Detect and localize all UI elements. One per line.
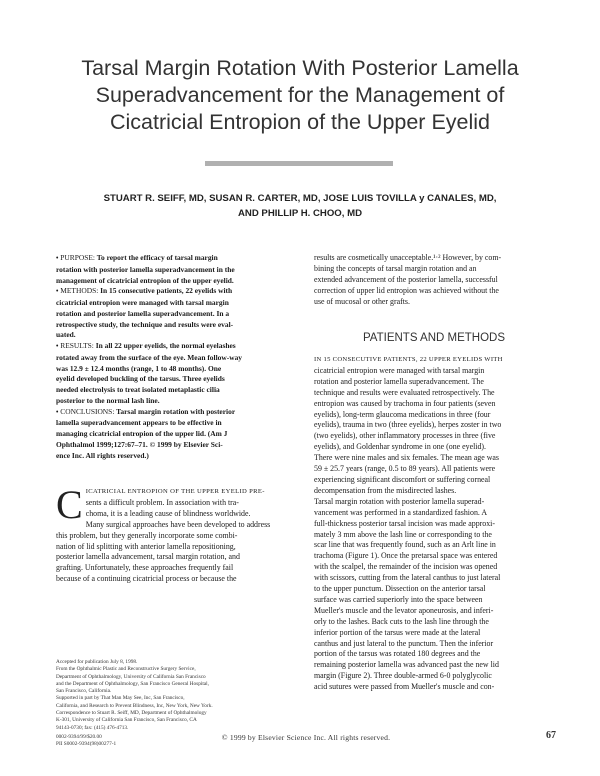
abstract-methods: • METHODS: In 15 consecutive patients, 22 eyelids with (56, 286, 233, 296)
text-line: with the scalpel, the remainder of the incision was opened (314, 562, 498, 572)
text-line: orly to the lashes. Back cuts to the lash line through the (314, 616, 489, 626)
abstract-line: was 12.9 ± 12.4 months (range, 1 to 48 months). One (56, 363, 222, 373)
footnote-line: Department of Ophthalmology, University of California San Francisco (56, 673, 206, 680)
text-line: acid sutures were passed from Mueller's muscle and con- (314, 682, 495, 692)
title-line: Superadvancement for the Management of (95, 83, 505, 107)
page-number: 67 (546, 730, 556, 741)
intro-line: choma, it is a leading cause of blindness worldwide. (85, 508, 251, 518)
text-line: Mueller's muscle and the levator aponeurosis, and inferi- (314, 605, 494, 615)
text-line: bining the concepts of tarsal margin rotation and an (314, 263, 477, 273)
intro-line: nation of lid splitting with anterior lamella repositioning, (56, 541, 236, 551)
footnote-line: Accepted for publication July 8, 1998. (56, 659, 138, 665)
abstract-purpose: • PURPOSE: To report the efficacy of tarsal margin (56, 253, 218, 262)
intro-line: Many surgical approaches have been developed to address (85, 519, 271, 529)
text-line: vancement was performed in a standardized fashion. A (314, 507, 488, 517)
introduction (56, 482, 302, 585)
text-line: eyelids), trauma in two (three eyelids), herpes zoster in two (314, 420, 502, 430)
author-line: AND PHILLIP H. CHOO, MD (237, 207, 362, 219)
pii-code: PII S0002-9394(98)00277-1 (56, 741, 117, 747)
drop-cap: C (56, 482, 83, 527)
text-line: trachoma (Figure 1). Once the pretarsal space was entered (314, 551, 498, 561)
abstract-line: eyelid developed buckling of the tarsus. Three eyelids (56, 374, 225, 384)
intro-line: because of a continuing cicatricial process or because the (56, 574, 237, 584)
text-line: There were nine males and six females. The mean age was (314, 453, 499, 463)
text-line: with scissors, cutting from the lateral canthus to just lateral (314, 573, 501, 583)
text-line: correction of upper lid entropion was achieved without the (314, 285, 499, 295)
text-line: decompensation from the misdirected lashes. (314, 485, 457, 495)
author-list (40, 192, 560, 221)
abstract-line: rotation and posterior lamella superadvancement. In a (56, 308, 230, 318)
text-line: remaining posterior lamella was advanced past the new lid (314, 660, 499, 670)
footnote-line: K-301, University of California San Francisco, San Francisco, CA (56, 717, 197, 724)
issn-code: 0002-9394/99/$20.00 (56, 734, 102, 740)
text-line: eyelids), and Goldenhar syndrome in one (one eyelid). (314, 442, 487, 452)
footnote-line: Supported in part by That Man May See, Inc, San Francisco, (56, 695, 185, 702)
intro-line: posterior lamella advancement, tarsal margin rotation, and (56, 552, 240, 562)
methods-lead: IN 15 CONSECUTIVE PATIENTS, 22 UPPER EYELIDS WITH (314, 356, 503, 363)
text-line: 59 ± 25.7 years (range, 0.5 to 89 years). All patients were (314, 464, 496, 474)
text-line: full-thickness posterior tarsal incision was made approxi- (314, 518, 495, 528)
text-line: (two eyelids), other inflammatory processes in three (five (314, 431, 496, 441)
copyright-notice: © 1999 by Elsevier Science Inc. All rights reserved. (221, 733, 391, 742)
abstract-line: ence Inc. All rights reserved.) (56, 450, 149, 460)
text-line: rotation and posterior lamella superadvancement. The (314, 376, 484, 386)
abstract-line: uated. (56, 330, 76, 340)
text-line: entropion was caused by trachoma in four patients (seven (314, 398, 496, 408)
text-line: scar line that was frequently found, such as an Arlt line in (314, 540, 496, 550)
abstract-line: needed electrolysis to treat isolated metaplastic cilia (56, 385, 220, 394)
text-line: canthus and just lateral to the punctum. Then the inferior (314, 638, 494, 648)
abstract-line: rotated away from the surface of the eye. Mean follow-way (56, 352, 243, 362)
abstract-line: retrospective study, the technique and results were eval- (56, 319, 234, 329)
text-line: use of mucosal or other grafts. (314, 296, 410, 306)
text-line: eyelids), long-term glaucoma medications in three (four (314, 409, 491, 419)
footnote-line: 94143-0730; fax: (415) 476-4713. (56, 724, 129, 731)
footnote-line: and the Department of Ophthalmology, San Francisco General Hospital, (56, 680, 209, 687)
author-line: STUART R. SEIFF, MD, SUSAN R. CARTER, MD, JOSE LUIS TOVILLA y CANALES, MD, (103, 193, 497, 204)
section-heading: PATIENTS AND METHODS (362, 332, 506, 344)
text-line: Tarsal margin rotation with posterior lamella superad- (314, 496, 485, 506)
intro-line: grafting. Unfortunately, these approaches frequently fail (56, 563, 234, 573)
abstract-line: management of cicatricial entropion of the upper eyelid. (56, 275, 234, 285)
text-line: extended advancement of the posterior lamella, successful (314, 274, 498, 284)
abstract-line: cicatricial entropion were managed with tarsal margin (56, 298, 229, 307)
abstract-line: lamella superadvancement appears to be effective in (56, 418, 222, 428)
text-line: cicatricial entropion were managed with tarsal margin (314, 365, 485, 375)
intro-line: sents a difficult problem. In association with tra- (85, 497, 239, 507)
article-title (40, 55, 560, 136)
footnote-line: California, and Research to Prevent Blindness, Inc, New York, New York. (56, 702, 213, 709)
footnotes (56, 659, 301, 732)
intro-first-line: ICATRICIAL ENTROPION OF THE UPPER EYELID PRE- (85, 488, 265, 495)
text-line: experiencing significant discomfort or suffering corneal (314, 474, 491, 484)
page-footer (56, 730, 556, 754)
text-line: surface was carried superiorly into the space between (314, 594, 483, 604)
title-line: Tarsal Margin Rotation With Posterior Lamella (81, 56, 519, 80)
text-line: to the upper punctum. Dissection on the anterior tarsal (314, 584, 486, 594)
intro-continuation (314, 253, 554, 308)
abstract-conclusions: • CONCLUSIONS: Tarsal margin rotation with posterior (56, 406, 236, 416)
text-line: results are cosmetically unacceptable.¹·² However, by com- (314, 253, 502, 262)
text-line: inferior portion of the tarsus were made at the lateral (314, 627, 481, 637)
abstract-line: rotation with posterior lamella superadvancement in the (56, 264, 235, 274)
text-line: portion of the tarsus was rotated 180 degrees and the (314, 649, 481, 659)
abstract-line: Ophthalmol 1999;127:67–71. © 1999 by Elsevier Sci- (56, 439, 223, 449)
abstract (56, 253, 306, 461)
footnote-line: Correspondence to Stuart R. Seiff, MD, Department of Ophthalmology (56, 710, 207, 717)
title-line: Cicatricial Entropion of the Upper Eyelid (109, 110, 491, 134)
text-line: margin (Figure 2). Three double-armed 6-0 polyglycolic (314, 671, 492, 681)
footnote-line: San Francisco, California. (56, 688, 112, 695)
abstract-line: posterior to the normal lash line. (56, 395, 160, 405)
abstract-line: managing cicatricial entropion of the upper lid. (Am J (56, 429, 228, 438)
methods-text (314, 355, 554, 693)
text-line: technique and results were evaluated retrospectively. The (314, 387, 495, 397)
title-divider (205, 161, 393, 166)
text-line: mately 3 mm above the lash line or corresponding to the (314, 529, 492, 539)
footnote-line: From the Ophthalmic Plastic and Reconstructive Surgery Service, (56, 666, 196, 673)
intro-line: this problem, but they generally incorporate some combi- (56, 530, 238, 540)
abstract-results: • RESULTS: In all 22 upper eyelids, the normal eyelashes (56, 341, 236, 350)
